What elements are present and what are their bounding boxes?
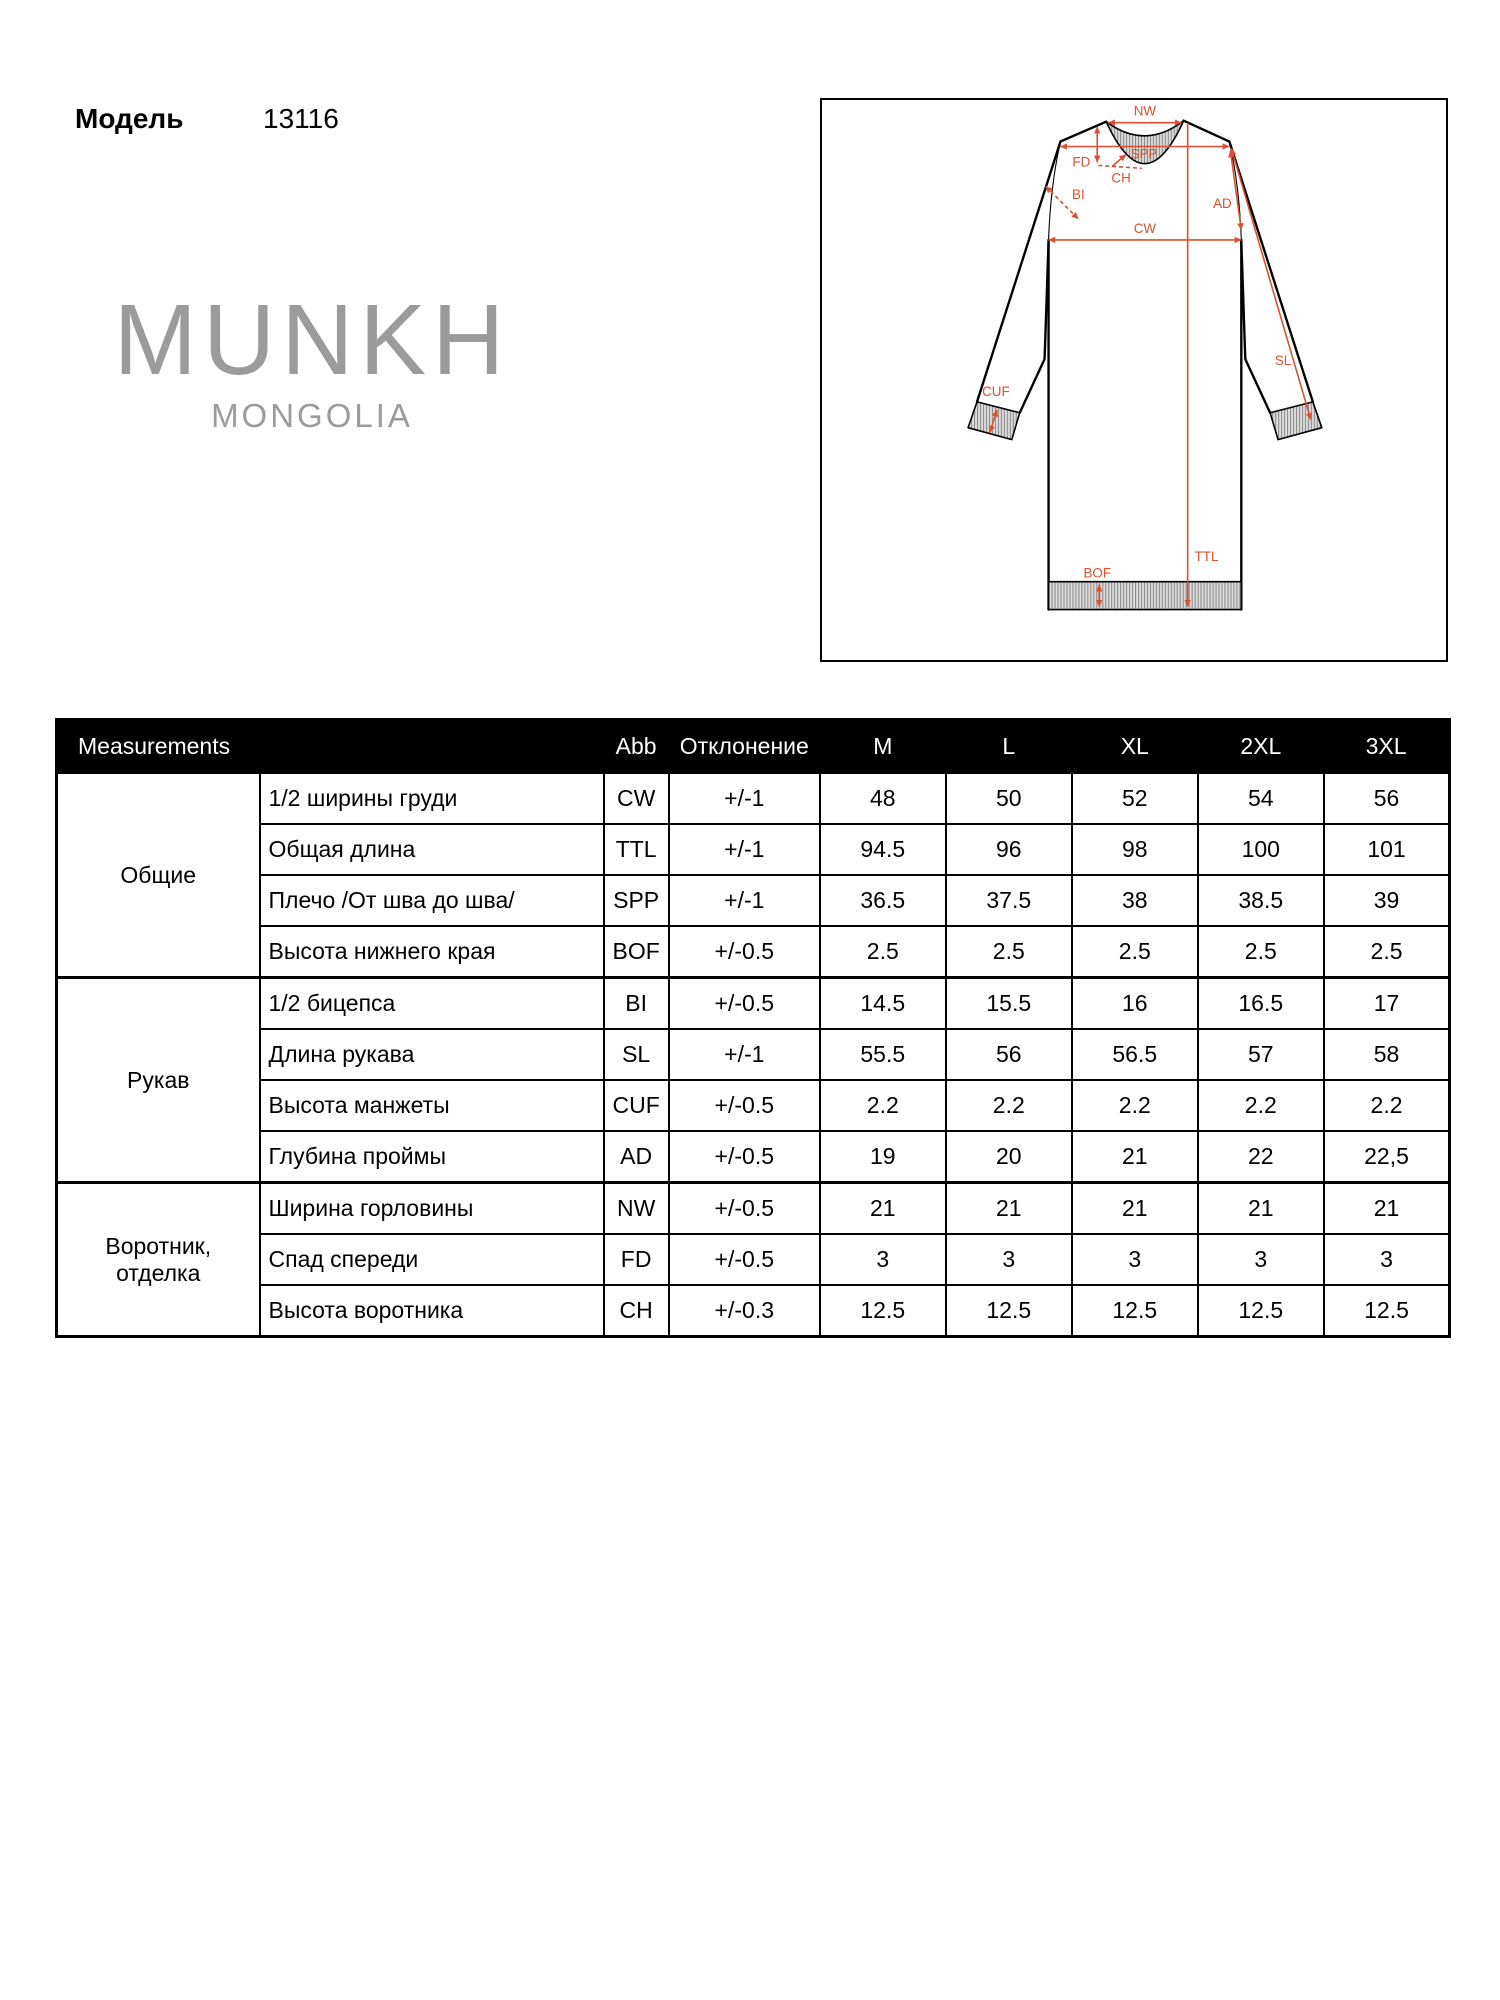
garment-diagram-box (820, 98, 1448, 662)
measurement-abb: BOF (604, 926, 669, 978)
measurement-name: 1/2 ширины груди (260, 773, 604, 825)
diagram-label-cw: CW (1133, 220, 1157, 236)
table-row (57, 1234, 1450, 1285)
value-size-3xl: 56 (1324, 773, 1450, 825)
header-size-3xl: 3XL (1324, 720, 1450, 773)
value-size-xl: 52 (1072, 773, 1198, 825)
measurement-deviation: +/-0.5 (669, 1183, 820, 1235)
value-size-l: 20 (946, 1131, 1072, 1183)
value-size-xl: 12.5 (1072, 1285, 1198, 1337)
value-size-m: 3 (820, 1234, 946, 1285)
value-size-3xl: 101 (1324, 824, 1450, 875)
value-size-xl: 2.5 (1072, 926, 1198, 978)
ch-measure-dashed-line (1098, 165, 1142, 168)
measurement-deviation: +/-0.5 (669, 1234, 820, 1285)
measurement-deviation: +/-1 (669, 1029, 820, 1080)
table-row (57, 1285, 1450, 1337)
measurement-name: Ширина горловины (260, 1183, 604, 1235)
diagram-label-cuf: CUF (982, 383, 1010, 399)
value-size-xl: 38 (1072, 875, 1198, 926)
measurement-abb: CH (604, 1285, 669, 1337)
measurement-abb: AD (604, 1131, 669, 1183)
header-size-2xl: 2XL (1198, 720, 1324, 773)
value-size-m: 19 (820, 1131, 946, 1183)
value-size-m: 2.2 (820, 1080, 946, 1131)
diagram-label-nw: NW (1133, 103, 1157, 119)
value-size-2xl: 2.2 (1198, 1080, 1324, 1131)
value-size-l: 12.5 (946, 1285, 1072, 1337)
measurement-name: Высота манжеты (260, 1080, 604, 1131)
value-size-2xl: 54 (1198, 773, 1324, 825)
garment-technical-drawing (822, 100, 1446, 660)
diagram-label-bi: BI (1072, 187, 1085, 203)
header-size-l: L (946, 720, 1072, 773)
measurement-deviation: +/-1 (669, 824, 820, 875)
measurement-deviation: +/-0.5 (669, 1131, 820, 1183)
measurement-name: Плечо /От шва до шва/ (260, 875, 604, 926)
measurement-name: Глубина проймы (260, 1131, 604, 1183)
table-row (57, 926, 1450, 978)
value-size-l: 56 (946, 1029, 1072, 1080)
table-row (57, 1029, 1450, 1080)
ch-measure-arrow (1112, 154, 1126, 166)
value-size-2xl: 12.5 (1198, 1285, 1324, 1337)
value-size-3xl: 12.5 (1324, 1285, 1450, 1337)
brand-name: MUNKH (113, 284, 511, 396)
value-size-2xl: 100 (1198, 824, 1324, 875)
measurement-deviation: +/-0.5 (669, 926, 820, 978)
measurement-deviation: +/-0.5 (669, 978, 820, 1030)
right-cuff-rib-band (1270, 402, 1322, 440)
diagram-label-spp: SPP (1130, 146, 1158, 162)
value-size-3xl: 2.2 (1324, 1080, 1450, 1131)
value-size-m: 36.5 (820, 875, 946, 926)
measurement-name: Длина рукава (260, 1029, 604, 1080)
table-row (57, 1183, 1450, 1235)
value-size-xl: 2.2 (1072, 1080, 1198, 1131)
value-size-3xl: 17 (1324, 978, 1450, 1030)
measurement-abb: SPP (604, 875, 669, 926)
measurement-name: 1/2 бицепса (260, 978, 604, 1030)
value-size-m: 2.5 (820, 926, 946, 978)
value-size-l: 96 (946, 824, 1072, 875)
value-size-2xl: 38.5 (1198, 875, 1324, 926)
value-size-2xl: 3 (1198, 1234, 1324, 1285)
value-size-2xl: 22 (1198, 1131, 1324, 1183)
measurement-abb: NW (604, 1183, 669, 1235)
table-row (57, 773, 1450, 825)
measurement-deviation: +/-1 (669, 875, 820, 926)
measurement-deviation: +/-1 (669, 773, 820, 825)
group-label-1: Рукав (57, 978, 260, 1183)
value-size-2xl: 16.5 (1198, 978, 1324, 1030)
measurement-abb: BI (604, 978, 669, 1030)
value-size-l: 3 (946, 1234, 1072, 1285)
value-size-l: 21 (946, 1183, 1072, 1235)
value-size-3xl: 2.5 (1324, 926, 1450, 978)
value-size-3xl: 3 (1324, 1234, 1450, 1285)
brand-country: MONGOLIA (211, 397, 413, 434)
measurement-name: Спад спереди (260, 1234, 604, 1285)
value-size-3xl: 22,5 (1324, 1131, 1450, 1183)
measurement-abb: SL (604, 1029, 669, 1080)
value-size-xl: 16 (1072, 978, 1198, 1030)
diagram-label-sl: SL (1274, 353, 1292, 369)
header-deviation: Отклонение (669, 720, 820, 773)
diagram-label-bof: BOF (1083, 565, 1112, 581)
value-size-xl: 98 (1072, 824, 1198, 875)
value-size-2xl: 21 (1198, 1183, 1324, 1235)
value-size-l: 2.5 (946, 926, 1072, 978)
measurement-abb: CUF (604, 1080, 669, 1131)
value-size-m: 94.5 (820, 824, 946, 875)
value-size-m: 48 (820, 773, 946, 825)
diagram-label-fd: FD (1072, 154, 1091, 170)
table-row (57, 978, 1450, 1030)
hem-rib-band (1049, 582, 1242, 610)
measurements-table (55, 718, 1451, 1338)
model-label: Модель (75, 103, 184, 134)
header-size-xl: XL (1072, 720, 1198, 773)
header-size-m: M (820, 720, 946, 773)
diagram-label-ch: CH (1111, 170, 1131, 186)
diagram-label-ttl: TTL (1194, 548, 1219, 564)
garment-left-sleeve-underarm (1020, 242, 1049, 413)
value-size-xl: 21 (1072, 1131, 1198, 1183)
measurement-name: Высота воротника (260, 1285, 604, 1337)
measurements-table-wrap (55, 718, 1451, 1338)
table-row (57, 824, 1450, 875)
value-size-xl: 3 (1072, 1234, 1198, 1285)
group-label-2: Воротник, отделка (57, 1183, 260, 1337)
value-size-l: 15.5 (946, 978, 1072, 1030)
measurement-name: Общая длина (260, 824, 604, 875)
value-size-3xl: 21 (1324, 1183, 1450, 1235)
value-size-m: 12.5 (820, 1285, 946, 1337)
value-size-l: 50 (946, 773, 1072, 825)
value-size-m: 14.5 (820, 978, 946, 1030)
diagram-label-ad: AD (1213, 196, 1232, 212)
value-size-l: 37.5 (946, 875, 1072, 926)
measurement-deviation: +/-0.3 (669, 1285, 820, 1337)
measurement-abb: TTL (604, 824, 669, 875)
group-label-0: Общие (57, 773, 260, 978)
measurement-name: Высота нижнего края (260, 926, 604, 978)
table-header-row (57, 720, 1450, 773)
header-abb: Abb (604, 720, 669, 773)
value-size-xl: 21 (1072, 1183, 1198, 1235)
table-row (57, 875, 1450, 926)
value-size-xl: 56.5 (1072, 1029, 1198, 1080)
brand-logo (92, 284, 532, 435)
table-row (57, 1131, 1450, 1183)
measurement-abb: FD (604, 1234, 669, 1285)
measurement-deviation: +/-0.5 (669, 1080, 820, 1131)
value-size-m: 55.5 (820, 1029, 946, 1080)
model-number: 13116 (263, 103, 339, 134)
value-size-l: 2.2 (946, 1080, 1072, 1131)
value-size-2xl: 2.5 (1198, 926, 1324, 978)
table-row (57, 1080, 1450, 1131)
value-size-3xl: 58 (1324, 1029, 1450, 1080)
value-size-2xl: 57 (1198, 1029, 1324, 1080)
value-size-m: 21 (820, 1183, 946, 1235)
measurement-abb: CW (604, 773, 669, 825)
value-size-3xl: 39 (1324, 875, 1450, 926)
header-measurements: Measurements (57, 720, 604, 773)
